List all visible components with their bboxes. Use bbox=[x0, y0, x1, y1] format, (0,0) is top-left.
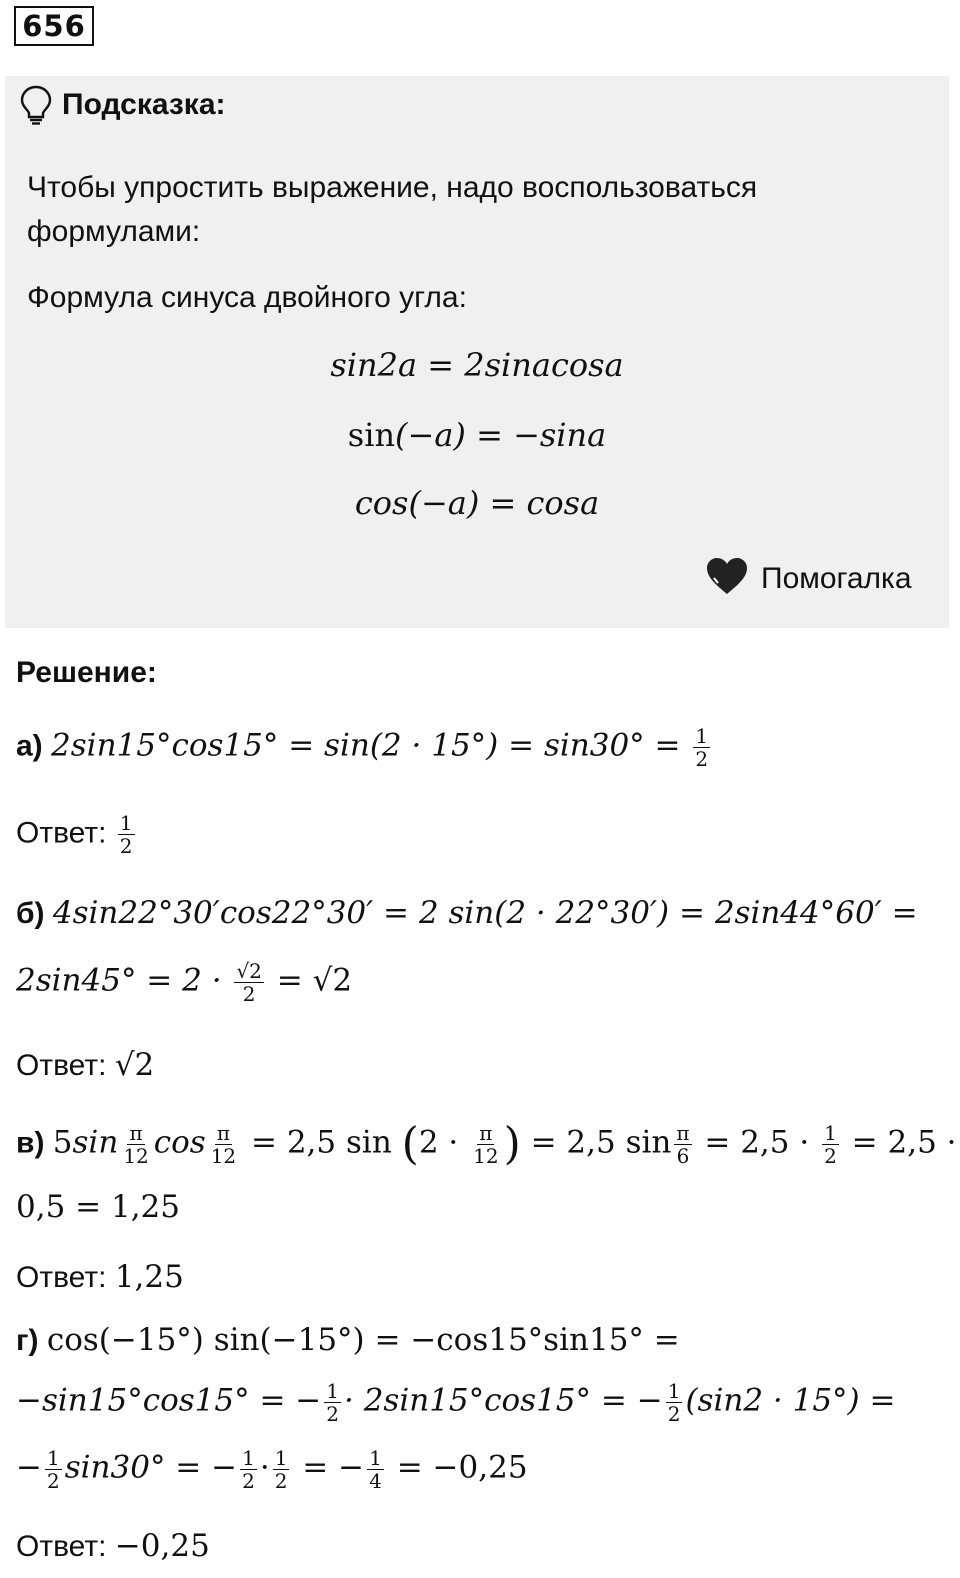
sin-negative-rest: (−a) = −sina bbox=[395, 416, 607, 454]
denominator: 2 bbox=[119, 834, 133, 858]
fraction bbox=[234, 960, 263, 1005]
answer-a bbox=[16, 812, 138, 857]
problem-number: 656 bbox=[14, 6, 94, 46]
expr-g-1: cos(−15°) sin(−15°) = −cos15°sin15° = bbox=[46, 1322, 680, 1358]
fraction: $\frac{1}{2}$ bbox=[46, 1446, 60, 1493]
brand-label: Помогалка bbox=[761, 562, 912, 595]
fraction: $\frac{1}{2}$ bbox=[326, 1379, 339, 1426]
heart-icon bbox=[705, 556, 749, 596]
formula-cos-negative: cos(−a) = cosa bbox=[354, 484, 600, 522]
label-b: б) bbox=[16, 897, 45, 930]
answer-label: Ответ: bbox=[16, 1530, 107, 1563]
denominator: 2 bbox=[242, 982, 256, 1006]
formula-sin-negative bbox=[5, 416, 949, 454]
fraction bbox=[693, 725, 710, 770]
label-v: в) bbox=[16, 1126, 45, 1160]
denominator: 2 bbox=[695, 747, 709, 771]
answer-b bbox=[16, 1045, 154, 1086]
expr-a: 2sin15°cos15° = sin(2 · 15°) = sin30° = bbox=[51, 727, 691, 764]
answer-label: Ответ: bbox=[16, 1261, 107, 1294]
formula-double-angle: sin2a = 2sinacosa bbox=[330, 346, 624, 384]
solution-g-line-1 bbox=[16, 1320, 680, 1361]
answer-b-value: √2 bbox=[114, 1047, 155, 1083]
numerator: √2 bbox=[236, 959, 262, 983]
numerator: 1 bbox=[695, 724, 709, 748]
solution-g-line-2: −sin15°cos15° = − $\frac{1}{2}$ · 2sin15°cos15° = − $\frac{1}{2}$ (sin2 · 15°) = bbox=[16, 1379, 896, 1426]
fraction: $\frac{\pi}{12}$ bbox=[123, 1121, 149, 1168]
fraction: $\frac{1}{2}$ bbox=[824, 1121, 837, 1168]
solution-g-line-3: − $\frac{1}{2}$ sin30° = − $\frac{1}{2}$ · $\frac{1}{2}$ = − $\frac{1}{4}$ = −0,25 bbox=[16, 1446, 528, 1493]
expr-b-1: 4sin22°30′cos22°30′ = 2 sin(2 · 22°30′) = 2sin44°60′ = bbox=[52, 895, 918, 931]
fraction: $\frac{1}{2}$ bbox=[667, 1379, 681, 1426]
label-g: г) bbox=[16, 1324, 39, 1357]
solution-a bbox=[16, 725, 713, 770]
answer-v bbox=[16, 1257, 184, 1298]
answer-v-value: 1,25 bbox=[114, 1259, 184, 1295]
expr-v-2: 0,5 = 1,25 bbox=[16, 1189, 181, 1225]
fraction: $\frac{\pi}{12}$ bbox=[473, 1121, 499, 1168]
hint-text-2: Формула синуса двойного угла: bbox=[27, 281, 467, 314]
answer-g bbox=[16, 1526, 210, 1567]
label-a: а) bbox=[16, 729, 43, 763]
lightbulb-icon bbox=[19, 84, 53, 126]
fraction: $\frac{1}{4}$ bbox=[369, 1446, 382, 1493]
solution-v-line-2 bbox=[16, 1187, 180, 1228]
fraction: $\frac{1}{2}$ bbox=[274, 1446, 288, 1493]
answer-label: Ответ: bbox=[16, 816, 107, 850]
expr-b-2-pre: 2sin45° = 2 · bbox=[16, 962, 232, 999]
answer-g-value: −0,25 bbox=[114, 1528, 210, 1564]
hint-panel bbox=[5, 76, 949, 628]
solution-v-line-1: в) 5sin $\frac{\pi}{12}$ cos $\frac{\pi}{12}$ = 2,5 sin (2 · $\frac{\pi}{12}$ ) = 2,5 sin $\frac{\pi}{6}$ = 2,5 · $\frac{1}{2}$ = 2,5 · bbox=[16, 1118, 957, 1170]
sin-function: sin bbox=[347, 416, 396, 454]
solution-b-line-2 bbox=[16, 960, 352, 1005]
solution-title: Решение: bbox=[16, 656, 157, 689]
solution-b-line-1 bbox=[16, 893, 918, 934]
answer-label: Ответ: bbox=[16, 1049, 107, 1082]
hint-title: Подсказка: bbox=[62, 88, 226, 121]
expr-b-2-post: = √2 bbox=[266, 962, 353, 999]
fraction bbox=[118, 812, 135, 857]
fraction: $\frac{\pi}{12}$ bbox=[210, 1121, 237, 1168]
hint-text-1: Чтобы упростить выражение, надо воспользоваться формулами: bbox=[27, 171, 758, 248]
fraction: $\frac{1}{2}$ bbox=[242, 1446, 255, 1493]
fraction: $\frac{\pi}{6}$ bbox=[676, 1121, 690, 1168]
numerator: 1 bbox=[119, 811, 133, 835]
